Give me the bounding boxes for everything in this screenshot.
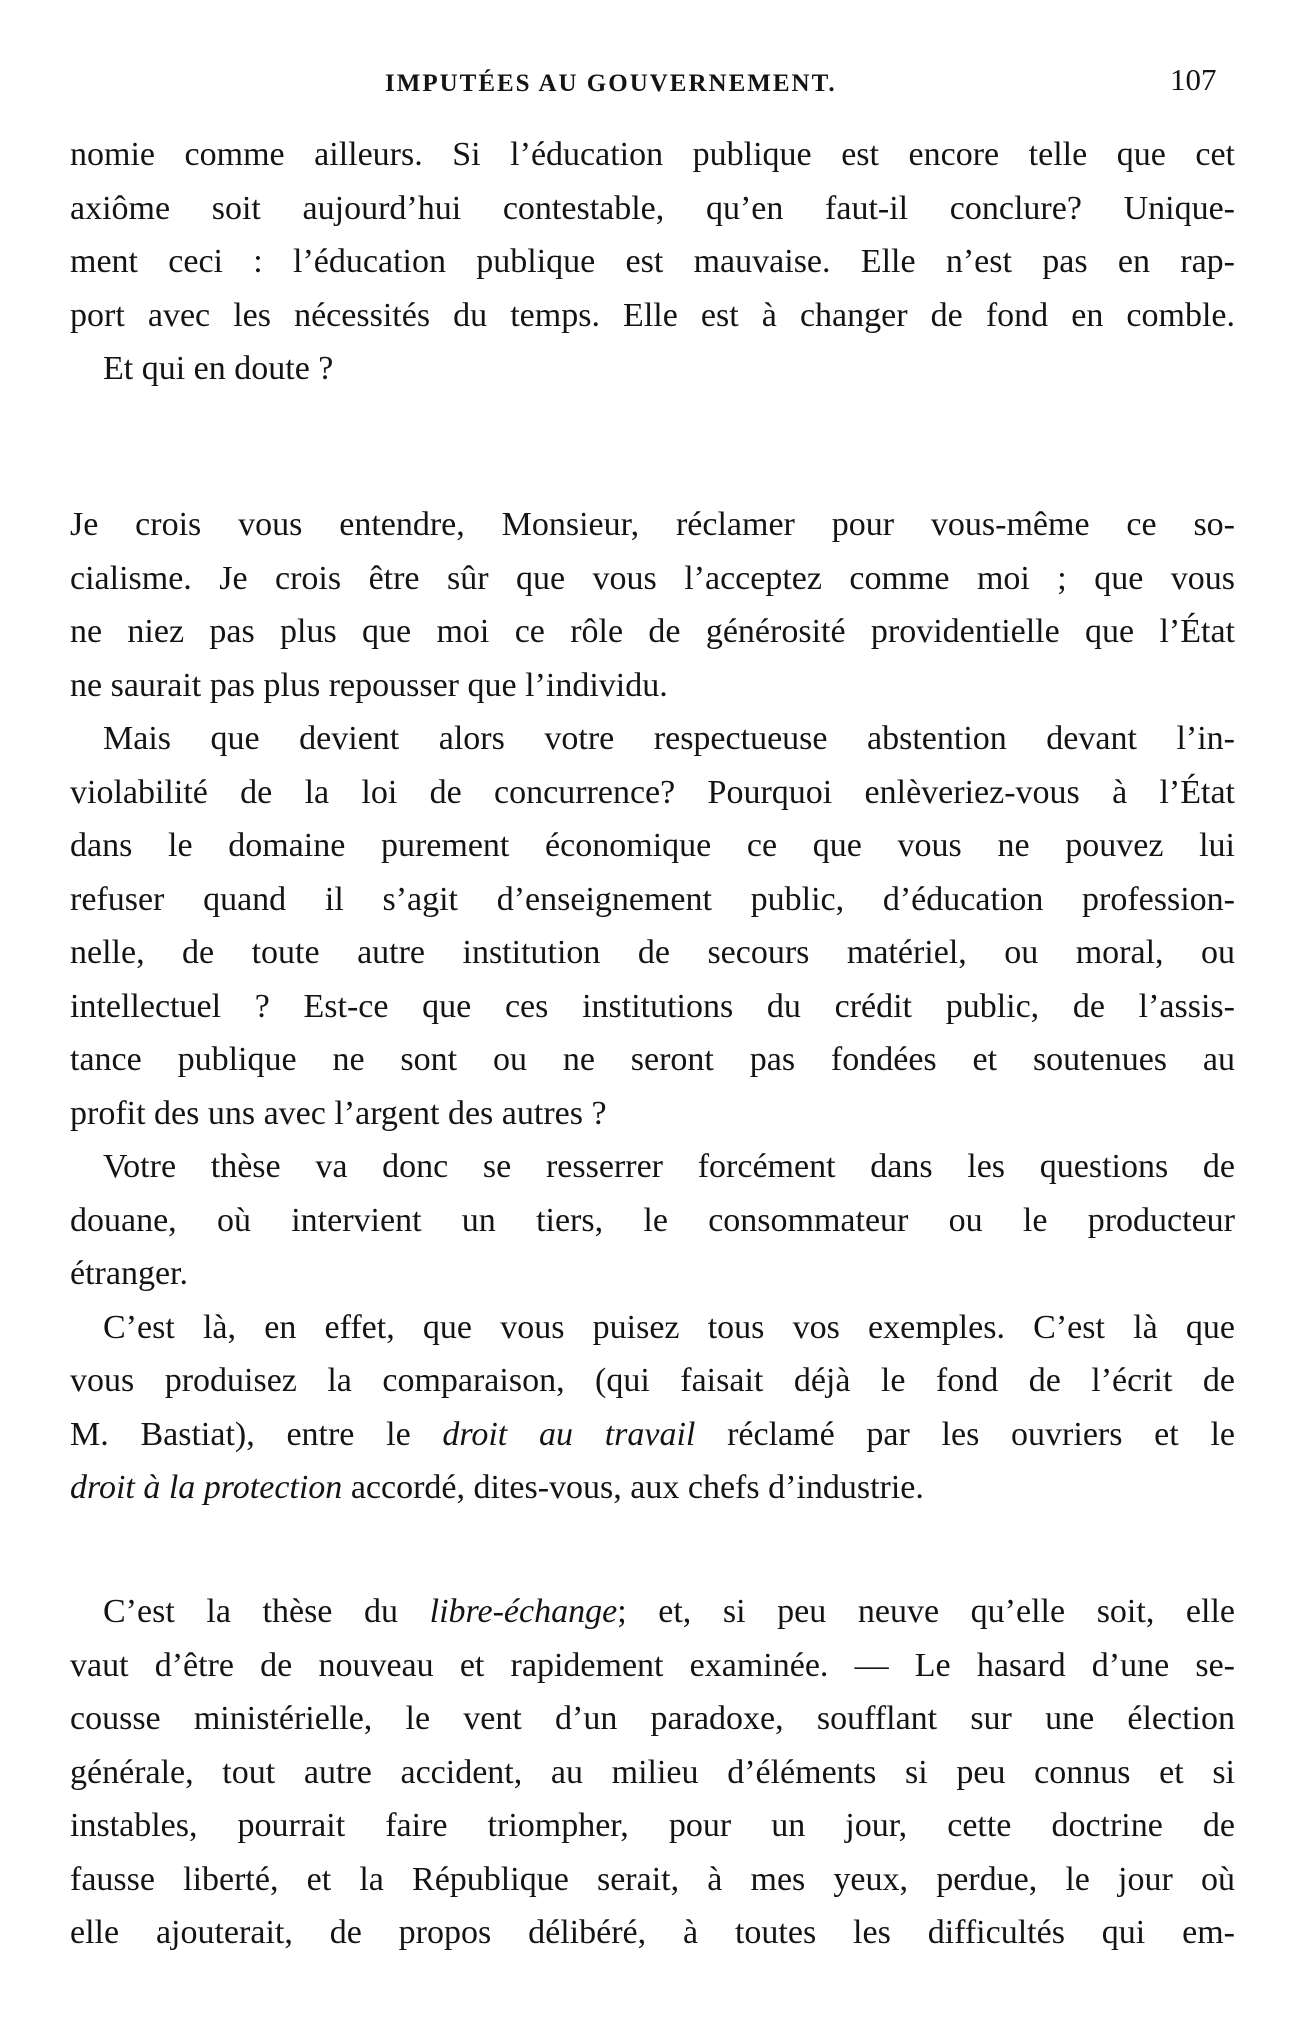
text-line: Votre thèse va donc se resserrer forcément dans les questions de [103, 1148, 1235, 1185]
text-line: Et qui en doute ? [103, 350, 334, 387]
text-line: générale, tout autre accident, au milieu d’éléments si peu connus et si [70, 1753, 1235, 1791]
text-line: ne saurait pas plus repousser que l’individu. [70, 666, 668, 704]
text-line: tance publique ne sont ou ne seront pas fondées et soutenues au [70, 1041, 1235, 1078]
text-run: C’est la thèse du [103, 1593, 430, 1630]
text-block-final [70, 1585, 1235, 1960]
text-line: ment ceci : l’éducation publique est mauvaise. Elle n’est pas en rap- [70, 243, 1235, 280]
text-line [70, 1585, 1235, 1639]
text-line: axiôme soit aujourd’hui contestable, qu’en faut-il conclure? Unique- [70, 189, 1235, 227]
text-line: violabilité de la loi de concurrence? Pourquoi enlèveriez-vous à l’État [70, 773, 1235, 811]
text-line: intellectuel ? Est-ce que ces institutions du crédit public, de l’assis- [70, 987, 1235, 1025]
text-line: ne niez pas plus que moi ce rôle de générosité providentielle que l’État [70, 613, 1235, 650]
text-run: réclamé par les ouvriers et le [695, 1415, 1235, 1453]
paragraph [70, 498, 1235, 712]
text-block-continuation [70, 128, 1235, 396]
text-line: étranger. [70, 1255, 188, 1292]
text-line: fausse liberté, et la République serait, à mes yeux, perdue, le jour où [70, 1860, 1235, 1898]
text-line: vaut d’être de nouveau et rapidement examinée. — Le hasard d’une se- [70, 1646, 1235, 1684]
text-line: C’est là, en effet, que vous puisez tous vos exemples. C’est là que [103, 1308, 1235, 1346]
text-line: vous produisez la comparaison, (qui faisait déjà le fond de l’écrit de [70, 1362, 1235, 1399]
page-number: 107 [1170, 62, 1217, 97]
text-line: Je crois vous entendre, Monsieur, réclamer pour vous-même ce so- [70, 506, 1235, 543]
paragraph [70, 1140, 1235, 1301]
text-line: port avec les nécessités du temps. Elle est à changer de fond en comble. [70, 296, 1235, 334]
text-line [70, 1408, 1235, 1462]
text-line: nomie comme ailleurs. Si l’éducation publique est encore telle que cet [70, 136, 1235, 173]
text-line: Mais que devient alors votre respectueuse abstention devant l’in- [103, 720, 1235, 757]
running-title: IMPUTÉES AU GOUVERNEMENT. [385, 70, 837, 97]
text-line: cousse ministérielle, le vent d’un paradoxe, soufflant sur une élection [70, 1700, 1235, 1737]
italic-term: droit à la protection [70, 1469, 343, 1506]
text-line: nelle, de toute autre institution de secours matériel, ou moral, ou [70, 934, 1235, 971]
text-line: profit des uns avec l’argent des autres ? [70, 1094, 607, 1132]
text-line: douane, où intervient un tiers, le consommateur ou le producteur [70, 1201, 1235, 1239]
text-block-main [70, 498, 1235, 1515]
text-line: cialisme. Je crois être sûr que vous l’acceptez comme moi ; que vous [70, 559, 1235, 597]
text-line [70, 1461, 1235, 1515]
text-run: M. Bastiat), entre le [70, 1415, 443, 1453]
paragraph [70, 712, 1235, 1140]
text-line: dans le domaine purement économique ce que vous ne pouvez lui [70, 827, 1235, 864]
text-run: accordé, dites-vous, aux chefs d’industrie. [342, 1469, 924, 1506]
paragraph [70, 1301, 1235, 1515]
text-line: instables, pourrait faire triompher, pour un jour, cette doctrine de [70, 1807, 1235, 1844]
text-run: ; et, si peu neuve qu’elle soit, elle [617, 1593, 1236, 1630]
text-line: elle ajouterait, de propos délibéré, à toutes les difficultés qui em- [70, 1914, 1235, 1951]
text-line: refuser quand il s’agit d’enseignement public, d’éducation profession- [70, 880, 1235, 918]
italic-term: libre-échange [429, 1593, 618, 1630]
italic-term: droit au travail [442, 1415, 696, 1453]
